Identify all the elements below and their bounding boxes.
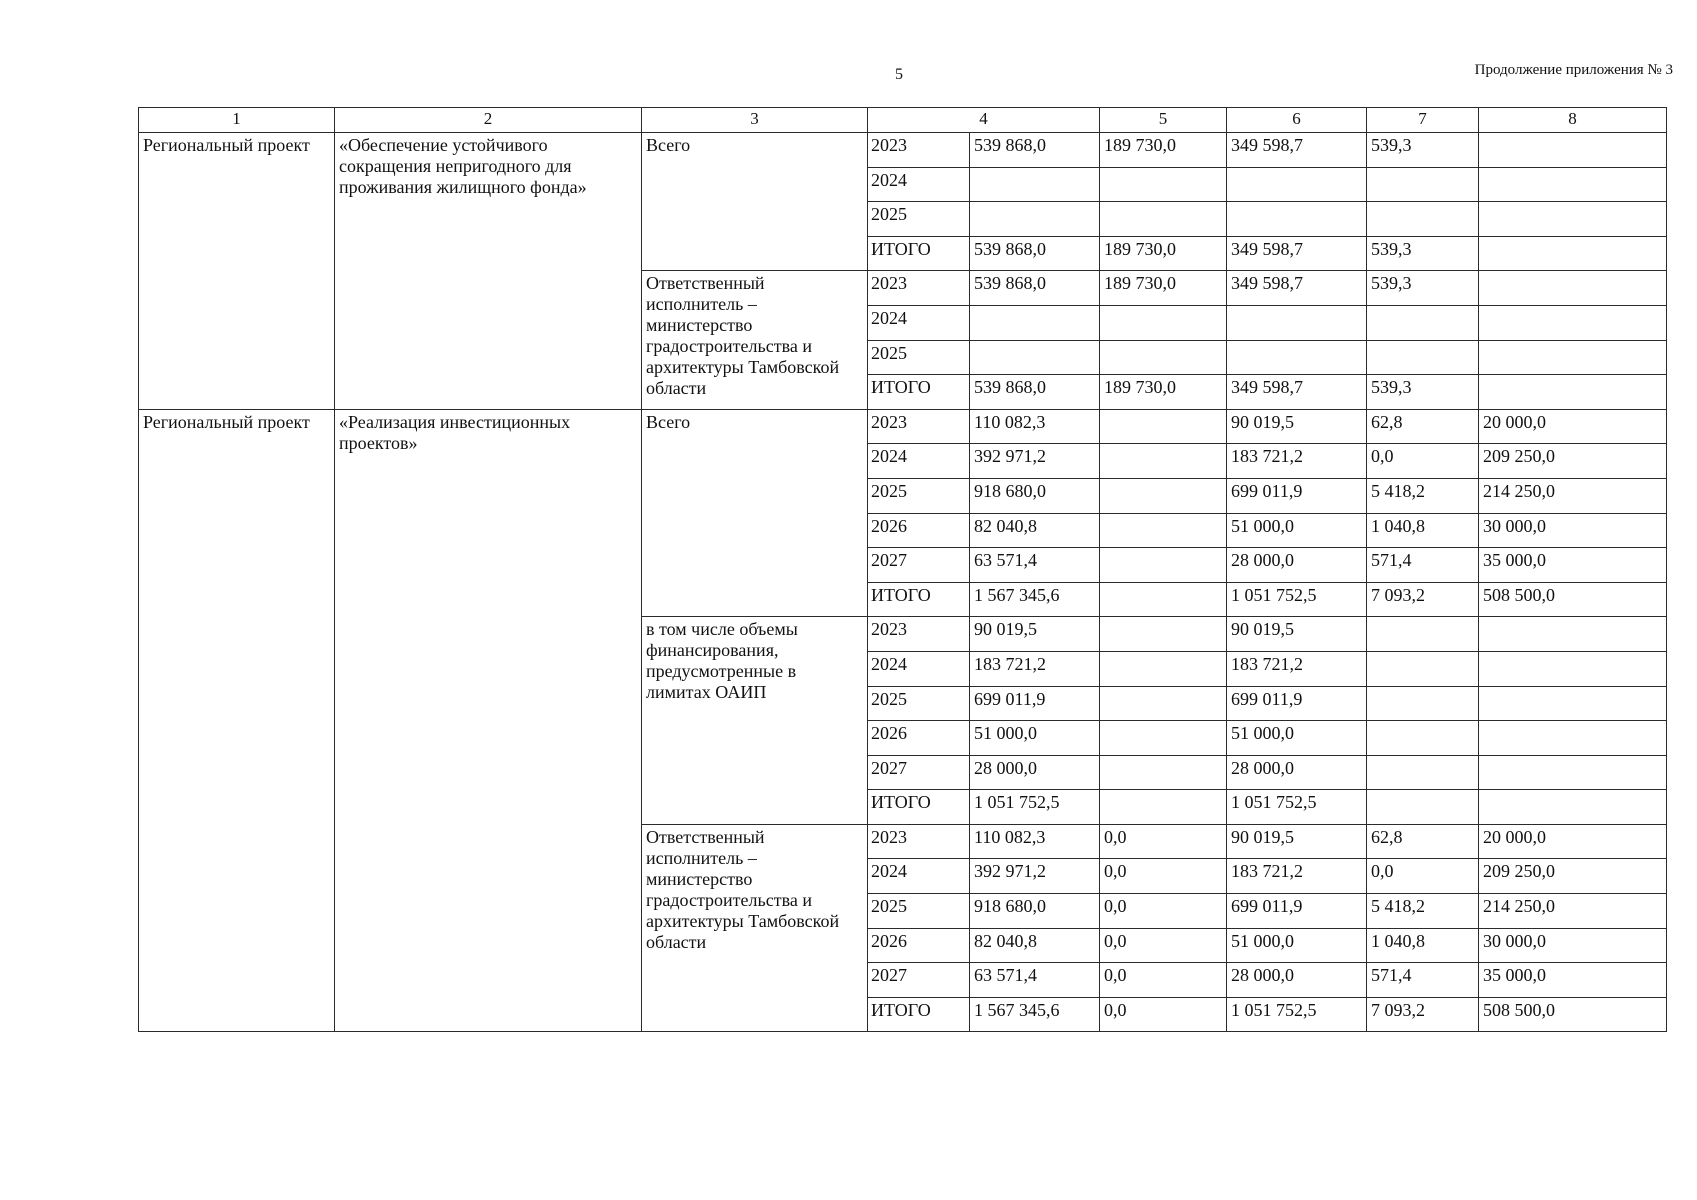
cell-federal: 0,0 <box>1100 824 1227 859</box>
cell-year: 2026 <box>868 928 970 963</box>
header-col-8: 8 <box>1479 108 1667 133</box>
cell-federal <box>1100 651 1227 686</box>
cell-year: 2026 <box>868 513 970 548</box>
funding-group-label: Всего <box>642 133 868 271</box>
cell-local: 62,8 <box>1367 409 1479 444</box>
cell-total: 82 040,8 <box>970 928 1100 963</box>
funding-group-label: в том числе объемы финансирования, предусмотренные в лимитах ОАИП <box>642 617 868 825</box>
cell-federal <box>1100 478 1227 513</box>
cell-local: 571,4 <box>1367 548 1479 583</box>
page-number: 5 <box>895 66 903 83</box>
cell-year: 2023 <box>868 409 970 444</box>
project-type: Региональный проект <box>139 133 335 410</box>
header-col-5: 5 <box>1100 108 1227 133</box>
funding-group-label: Ответственный исполнитель – министерство градостроительства и архитектуры Тамбовской области <box>642 824 868 1032</box>
cell-other <box>1479 617 1667 652</box>
cell-federal <box>1100 790 1227 825</box>
cell-federal <box>1100 548 1227 583</box>
cell-other <box>1479 375 1667 410</box>
cell-other: 508 500,0 <box>1479 582 1667 617</box>
cell-other: 508 500,0 <box>1479 997 1667 1032</box>
header-col-7: 7 <box>1367 108 1479 133</box>
cell-total: 918 680,0 <box>970 478 1100 513</box>
cell-year: 2024 <box>868 651 970 686</box>
cell-local: 539,3 <box>1367 236 1479 271</box>
cell-regional <box>1227 167 1367 202</box>
cell-local <box>1367 617 1479 652</box>
cell-year: 2025 <box>868 478 970 513</box>
cell-year: 2024 <box>868 444 970 479</box>
cell-year: 2027 <box>868 755 970 790</box>
financing-table <box>138 107 1667 1032</box>
cell-total: 183 721,2 <box>970 651 1100 686</box>
cell-year: 2023 <box>868 824 970 859</box>
cell-local: 0,0 <box>1367 859 1479 894</box>
cell-other: 35 000,0 <box>1479 963 1667 998</box>
cell-total: 392 971,2 <box>970 859 1100 894</box>
header-col-2: 2 <box>335 108 642 133</box>
cell-federal <box>1100 755 1227 790</box>
cell-federal: 0,0 <box>1100 894 1227 929</box>
cell-federal: 0,0 <box>1100 963 1227 998</box>
cell-regional: 90 019,5 <box>1227 617 1367 652</box>
cell-local: 539,3 <box>1367 271 1479 306</box>
cell-federal <box>1100 409 1227 444</box>
cell-total: 110 082,3 <box>970 409 1100 444</box>
cell-federal <box>1100 686 1227 721</box>
cell-total <box>970 202 1100 237</box>
cell-other: 35 000,0 <box>1479 548 1667 583</box>
header-col-3: 3 <box>642 108 868 133</box>
cell-regional <box>1227 340 1367 375</box>
cell-federal: 0,0 <box>1100 997 1227 1032</box>
cell-other <box>1479 755 1667 790</box>
cell-federal <box>1100 305 1227 340</box>
cell-other <box>1479 721 1667 756</box>
cell-local <box>1367 202 1479 237</box>
cell-year: 2024 <box>868 859 970 894</box>
header-col-1: 1 <box>139 108 335 133</box>
cell-local: 571,4 <box>1367 963 1479 998</box>
cell-local: 7 093,2 <box>1367 997 1479 1032</box>
cell-year: 2025 <box>868 894 970 929</box>
cell-total: 110 082,3 <box>970 824 1100 859</box>
cell-total <box>970 305 1100 340</box>
table-row <box>139 133 1667 168</box>
cell-regional: 349 598,7 <box>1227 236 1367 271</box>
cell-year: 2026 <box>868 721 970 756</box>
cell-federal <box>1100 167 1227 202</box>
cell-other <box>1479 271 1667 306</box>
cell-other <box>1479 790 1667 825</box>
cell-regional: 28 000,0 <box>1227 963 1367 998</box>
cell-local: 7 093,2 <box>1367 582 1479 617</box>
cell-other: 209 250,0 <box>1479 859 1667 894</box>
cell-local: 539,3 <box>1367 375 1479 410</box>
cell-total: 63 571,4 <box>970 548 1100 583</box>
cell-local <box>1367 686 1479 721</box>
cell-total: 699 011,9 <box>970 686 1100 721</box>
cell-year: 2027 <box>868 548 970 583</box>
cell-year: 2023 <box>868 271 970 306</box>
cell-other <box>1479 651 1667 686</box>
cell-total: 1 567 345,6 <box>970 997 1100 1032</box>
cell-federal <box>1100 202 1227 237</box>
cell-regional: 51 000,0 <box>1227 513 1367 548</box>
cell-other: 214 250,0 <box>1479 478 1667 513</box>
cell-total: 539 868,0 <box>970 133 1100 168</box>
cell-federal <box>1100 444 1227 479</box>
cell-local: 1 040,8 <box>1367 928 1479 963</box>
cell-regional: 51 000,0 <box>1227 928 1367 963</box>
cell-regional: 699 011,9 <box>1227 478 1367 513</box>
cell-total: 28 000,0 <box>970 755 1100 790</box>
cell-other <box>1479 167 1667 202</box>
cell-regional <box>1227 305 1367 340</box>
cell-other <box>1479 133 1667 168</box>
cell-total <box>970 167 1100 202</box>
cell-total <box>970 340 1100 375</box>
cell-local <box>1367 340 1479 375</box>
cell-local: 62,8 <box>1367 824 1479 859</box>
cell-federal: 189 730,0 <box>1100 236 1227 271</box>
cell-year: 2023 <box>868 617 970 652</box>
cell-regional: 183 721,2 <box>1227 651 1367 686</box>
cell-other: 30 000,0 <box>1479 513 1667 548</box>
cell-year: ИТОГО <box>868 997 970 1032</box>
cell-other: 30 000,0 <box>1479 928 1667 963</box>
cell-federal: 189 730,0 <box>1100 133 1227 168</box>
cell-regional: 349 598,7 <box>1227 375 1367 410</box>
cell-federal: 189 730,0 <box>1100 375 1227 410</box>
cell-regional: 699 011,9 <box>1227 894 1367 929</box>
cell-federal <box>1100 617 1227 652</box>
cell-local: 0,0 <box>1367 444 1479 479</box>
cell-other <box>1479 305 1667 340</box>
cell-other: 214 250,0 <box>1479 894 1667 929</box>
cell-year: 2027 <box>868 963 970 998</box>
cell-regional <box>1227 202 1367 237</box>
project-name: «Обеспечение устойчивого сокращения непригодного для проживания жилищного фонда» <box>335 133 642 410</box>
cell-regional: 183 721,2 <box>1227 444 1367 479</box>
cell-other: 20 000,0 <box>1479 409 1667 444</box>
cell-local: 1 040,8 <box>1367 513 1479 548</box>
cell-local <box>1367 651 1479 686</box>
cell-regional: 699 011,9 <box>1227 686 1367 721</box>
funding-group-label: Ответственный исполнитель – министерство градостроительства и архитектуры Тамбовской области <box>642 271 868 409</box>
cell-year: ИТОГО <box>868 375 970 410</box>
cell-total: 51 000,0 <box>970 721 1100 756</box>
cell-total: 539 868,0 <box>970 375 1100 410</box>
cell-federal <box>1100 721 1227 756</box>
cell-year: 2025 <box>868 202 970 237</box>
cell-regional: 349 598,7 <box>1227 133 1367 168</box>
cell-year: 2024 <box>868 305 970 340</box>
cell-regional: 90 019,5 <box>1227 409 1367 444</box>
cell-local <box>1367 755 1479 790</box>
cell-other <box>1479 202 1667 237</box>
table-body <box>139 133 1667 1032</box>
cell-total: 539 868,0 <box>970 271 1100 306</box>
cell-year: 2025 <box>868 686 970 721</box>
header-col-6: 6 <box>1227 108 1367 133</box>
header-row <box>139 108 1667 133</box>
cell-federal: 189 730,0 <box>1100 271 1227 306</box>
cell-federal: 0,0 <box>1100 859 1227 894</box>
cell-regional: 28 000,0 <box>1227 548 1367 583</box>
cell-local <box>1367 721 1479 756</box>
cell-total: 1 051 752,5 <box>970 790 1100 825</box>
cell-total: 82 040,8 <box>970 513 1100 548</box>
cell-regional: 90 019,5 <box>1227 824 1367 859</box>
cell-local: 539,3 <box>1367 133 1479 168</box>
cell-regional: 28 000,0 <box>1227 755 1367 790</box>
project-name: «Реализация инвестиционных проектов» <box>335 409 642 1032</box>
cell-year: ИТОГО <box>868 790 970 825</box>
cell-regional: 349 598,7 <box>1227 271 1367 306</box>
cell-federal <box>1100 513 1227 548</box>
cell-local: 5 418,2 <box>1367 894 1479 929</box>
cell-federal <box>1100 340 1227 375</box>
cell-other: 209 250,0 <box>1479 444 1667 479</box>
cell-year: 2025 <box>868 340 970 375</box>
cell-total: 1 567 345,6 <box>970 582 1100 617</box>
cell-regional: 1 051 752,5 <box>1227 790 1367 825</box>
cell-other <box>1479 236 1667 271</box>
cell-federal: 0,0 <box>1100 928 1227 963</box>
cell-local: 5 418,2 <box>1367 478 1479 513</box>
cell-regional: 1 051 752,5 <box>1227 582 1367 617</box>
cell-total: 63 571,4 <box>970 963 1100 998</box>
cell-federal <box>1100 582 1227 617</box>
cell-regional: 51 000,0 <box>1227 721 1367 756</box>
cell-total: 392 971,2 <box>970 444 1100 479</box>
cell-local <box>1367 790 1479 825</box>
cell-year: 2024 <box>868 167 970 202</box>
header-col-4: 4 <box>868 108 1100 133</box>
cell-year: ИТОГО <box>868 582 970 617</box>
project-type: Региональный проект <box>139 409 335 1032</box>
cell-total: 539 868,0 <box>970 236 1100 271</box>
cell-local <box>1367 305 1479 340</box>
cell-total: 90 019,5 <box>970 617 1100 652</box>
cell-total: 918 680,0 <box>970 894 1100 929</box>
cell-year: 2023 <box>868 133 970 168</box>
appendix-note: Продолжение приложения № 3 <box>1474 62 1673 78</box>
cell-other <box>1479 340 1667 375</box>
cell-regional: 183 721,2 <box>1227 859 1367 894</box>
funding-group-label: Всего <box>642 409 868 617</box>
cell-regional: 1 051 752,5 <box>1227 997 1367 1032</box>
cell-other <box>1479 686 1667 721</box>
table-header <box>139 108 1667 133</box>
cell-other: 20 000,0 <box>1479 824 1667 859</box>
table-row <box>139 409 1667 444</box>
cell-year: ИТОГО <box>868 236 970 271</box>
cell-local <box>1367 167 1479 202</box>
